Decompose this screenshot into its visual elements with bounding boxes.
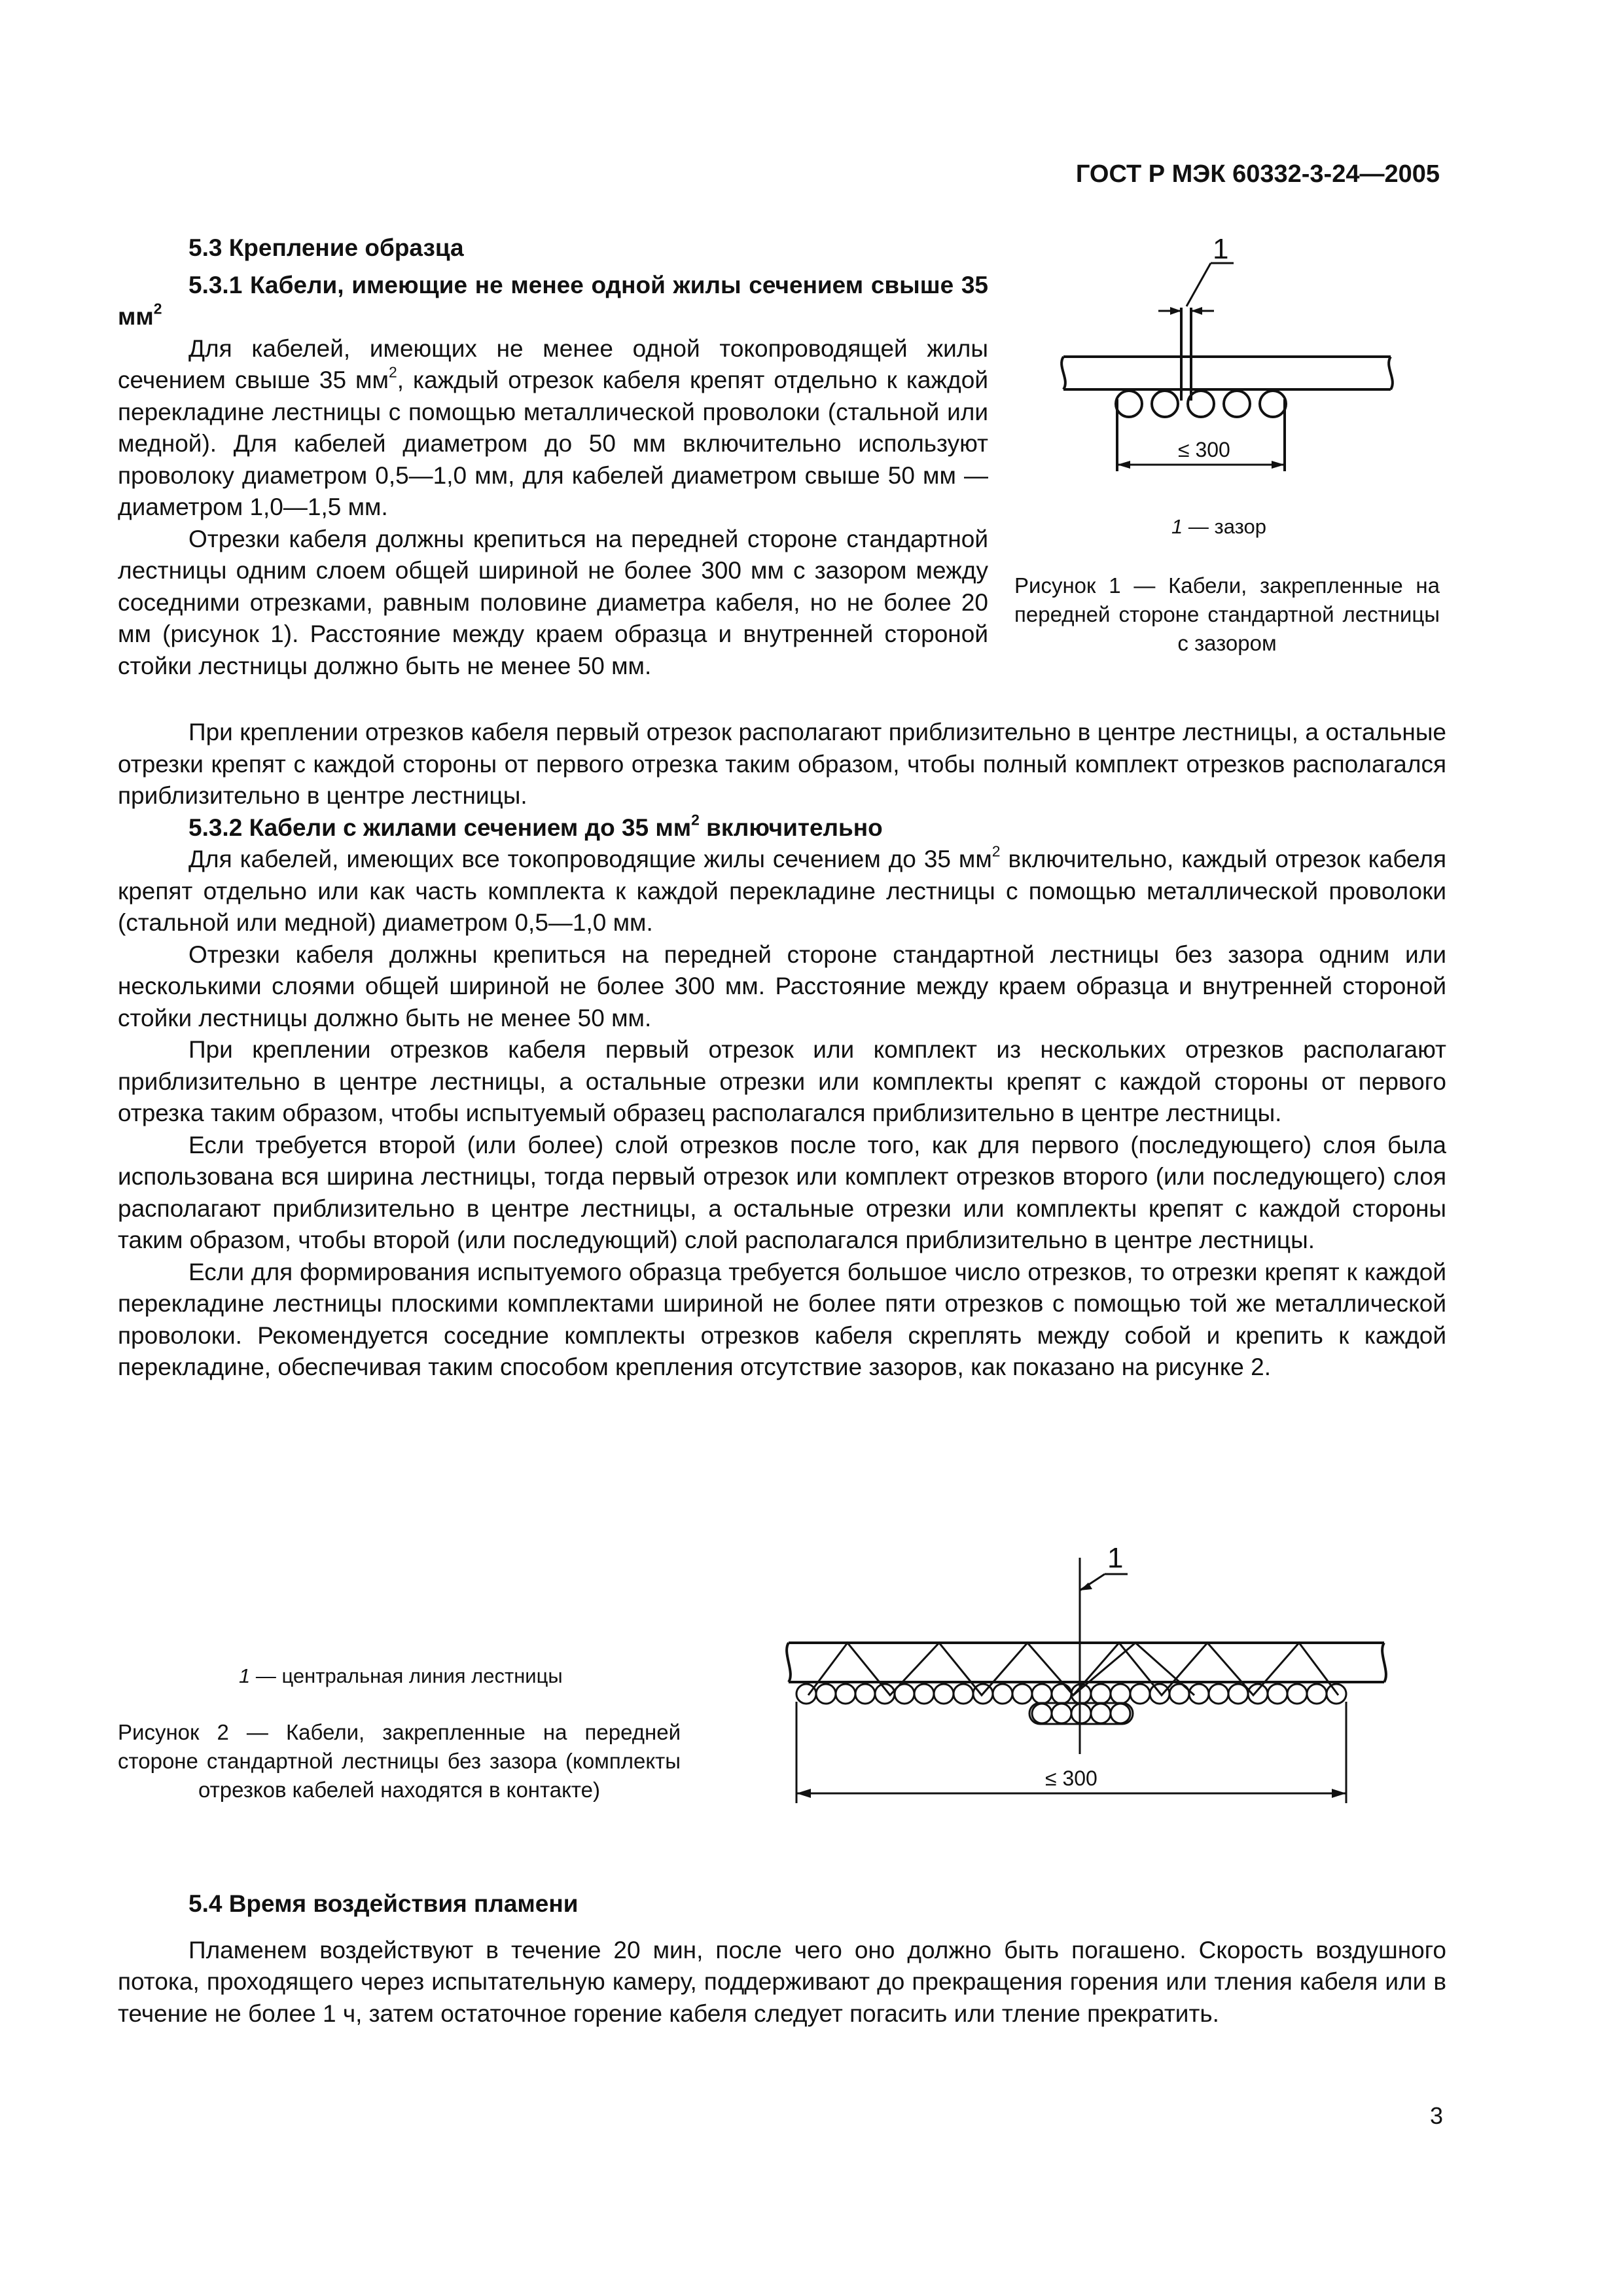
paragraph-5-3-2-d: Если требуется второй (или более) слой отрезков после того, как для первого (последующего) слоя была использована вся ширина лестницы, тогда первый отрезок или комплект отрезков второго (или последующего) слоя располагают приблизительно в центре лестницы, а остальные отрезки или комплекты крепят с каждой стороны таким образом, чтобы второй (или последующий) слой располагался приблизительно в центре лестницы. [118, 1131, 1446, 1253]
section-5-3-2-title: 5.3.2 Кабели с жилами сечением до 35 $мм^2$ включительно [188, 810, 883, 841]
standard-designation: ГОСТ Р МЭК 60332-3-24—2005 [1075, 160, 1440, 188]
paragraph-5-3-1-b: Отрезки кабеля должны крепиться на передней стороне стандартной лестницы одним слоем общей шириной не более 300 мм с зазором между соседними отрезками, равным половине диаметра кабеля, но не более 20 мм (рисунок 1). Расстояние между краем образца и внутренней стороной стойки лестницы должно быть не менее 50 мм. [118, 525, 988, 679]
paragraph-5-3-1-c: При креплении отрезков кабеля первый отрезок располагают приблизительно в центре лестницы, а остальные отрезки крепят с каждой стороны от первого отрезка таким образом, чтобы полный комплект отрезков располагался приблизительно в центре лестницы. [118, 719, 1446, 809]
paragraph-5-3-1-a: Для кабелей, имеющих не менее одной токопроводящей жилы сечением свыше 35 $мм^2$, каждый отрезок кабеля крепят отдельно к каждой перекладине лестницы с помощью металлической проволоки (стальной или медной). Для кабелей диаметром до 50 мм включительно используют проволоку диаметром 0,5—1,0 мм, для кабелей диаметром свыше 50 мм — диаметром 1,0—1,5 мм. [118, 334, 989, 520]
section-5-3-column [118, 232, 988, 682]
section-5-3-full-width [118, 717, 1446, 1384]
paragraph-5-3-2-a: Для кабелей, имеющих все токопроводящие жилы сечением до 35 $мм^2$ включительно, каждый отрезок кабеля крепят отдельно или как часть комплекта к каждой перекладине лестницы с помощью металлической проволоки (стальной или медной) диаметром 0,5—1,0 мм. [118, 842, 1446, 936]
section-5-3-1-title: 5.3.1 Кабели, имеющие не менее одной жилы сечением свыше 35 $мм^2$ [118, 271, 988, 330]
figure-2-drawing [782, 1532, 1404, 1826]
section-5-3-title: 5.3 Крепление образца [188, 234, 464, 261]
figure-2-caption: Рисунок 2 — Кабели, закрепленные на передней стороне стандартной лестницы без зазора (комплекты отрезков кабелей находятся в контакте) [118, 1720, 681, 1802]
paragraph-5-3-2-c: При креплении отрезков кабеля первый отрезок или комплект из нескольких отрезков располагают приблизительно в центре лестницы, а остальные отрезки или комплекты крепят с каждой стороны от первого отрезка таким образом, чтобы испытуемый образец располагался приблизительно в центре лестницы. [118, 1036, 1446, 1126]
paragraph-5-4: Пламенем воздействуют в течение 20 мин, после чего оно должно быть погашено. Скорость воздушного потока, проходящего через испытательную камеру, поддерживают до прекращения горения или тления кабеля или в течение не более 1 ч, затем остаточное горение кабеля следует погасить или тление прекратить. [118, 1936, 1446, 2027]
figure-1-caption: Рисунок 1 — Кабели, закрепленные на передней стороне стандартной лестницы с зазором [1014, 573, 1440, 655]
figure-1-dimension-label: ≤ 300 [1178, 438, 1230, 461]
figure-1-legend: 1 — зазор [1171, 515, 1266, 538]
figure-2-legend: 1 — центральная линия лестницы [239, 1664, 563, 1687]
section-5-4 [118, 1888, 1446, 2030]
page-number: 3 [1429, 2102, 1443, 2129]
section-5-4-title: 5.4 Время воздействия пламени [188, 1890, 579, 1917]
figure-1-drawing [1044, 223, 1410, 504]
figure-2-callout: 1 [1107, 1542, 1124, 1574]
paragraph-5-3-2-e: Если для формирования испытуемого образца требуется большое число отрезков, то отрезки крепят к каждой перекладине лестницы плоскими комплектами шириной не более пяти отрезков с помощью той же металлической проволоки. Рекомендуется соседние комплекты отрезков кабеля скреплять между собой и крепить к каждой перекладине, обеспечивая таким способом крепления отсутствие зазоров, как показано на рисунке 2. [118, 1258, 1446, 1380]
paragraph-5-3-2-b: Отрезки кабеля должны крепиться на передней стороне стандартной лестницы без зазора одним или несколькими слоями общей шириной не более 300 мм. Расстояние между краем образца и внутренней стороной стойки лестницы должно быть не менее 50 мм. [118, 941, 1446, 1031]
figure-1-callout: 1 [1213, 233, 1229, 265]
figure-2-dimension-label: ≤ 300 [1045, 1767, 1097, 1790]
